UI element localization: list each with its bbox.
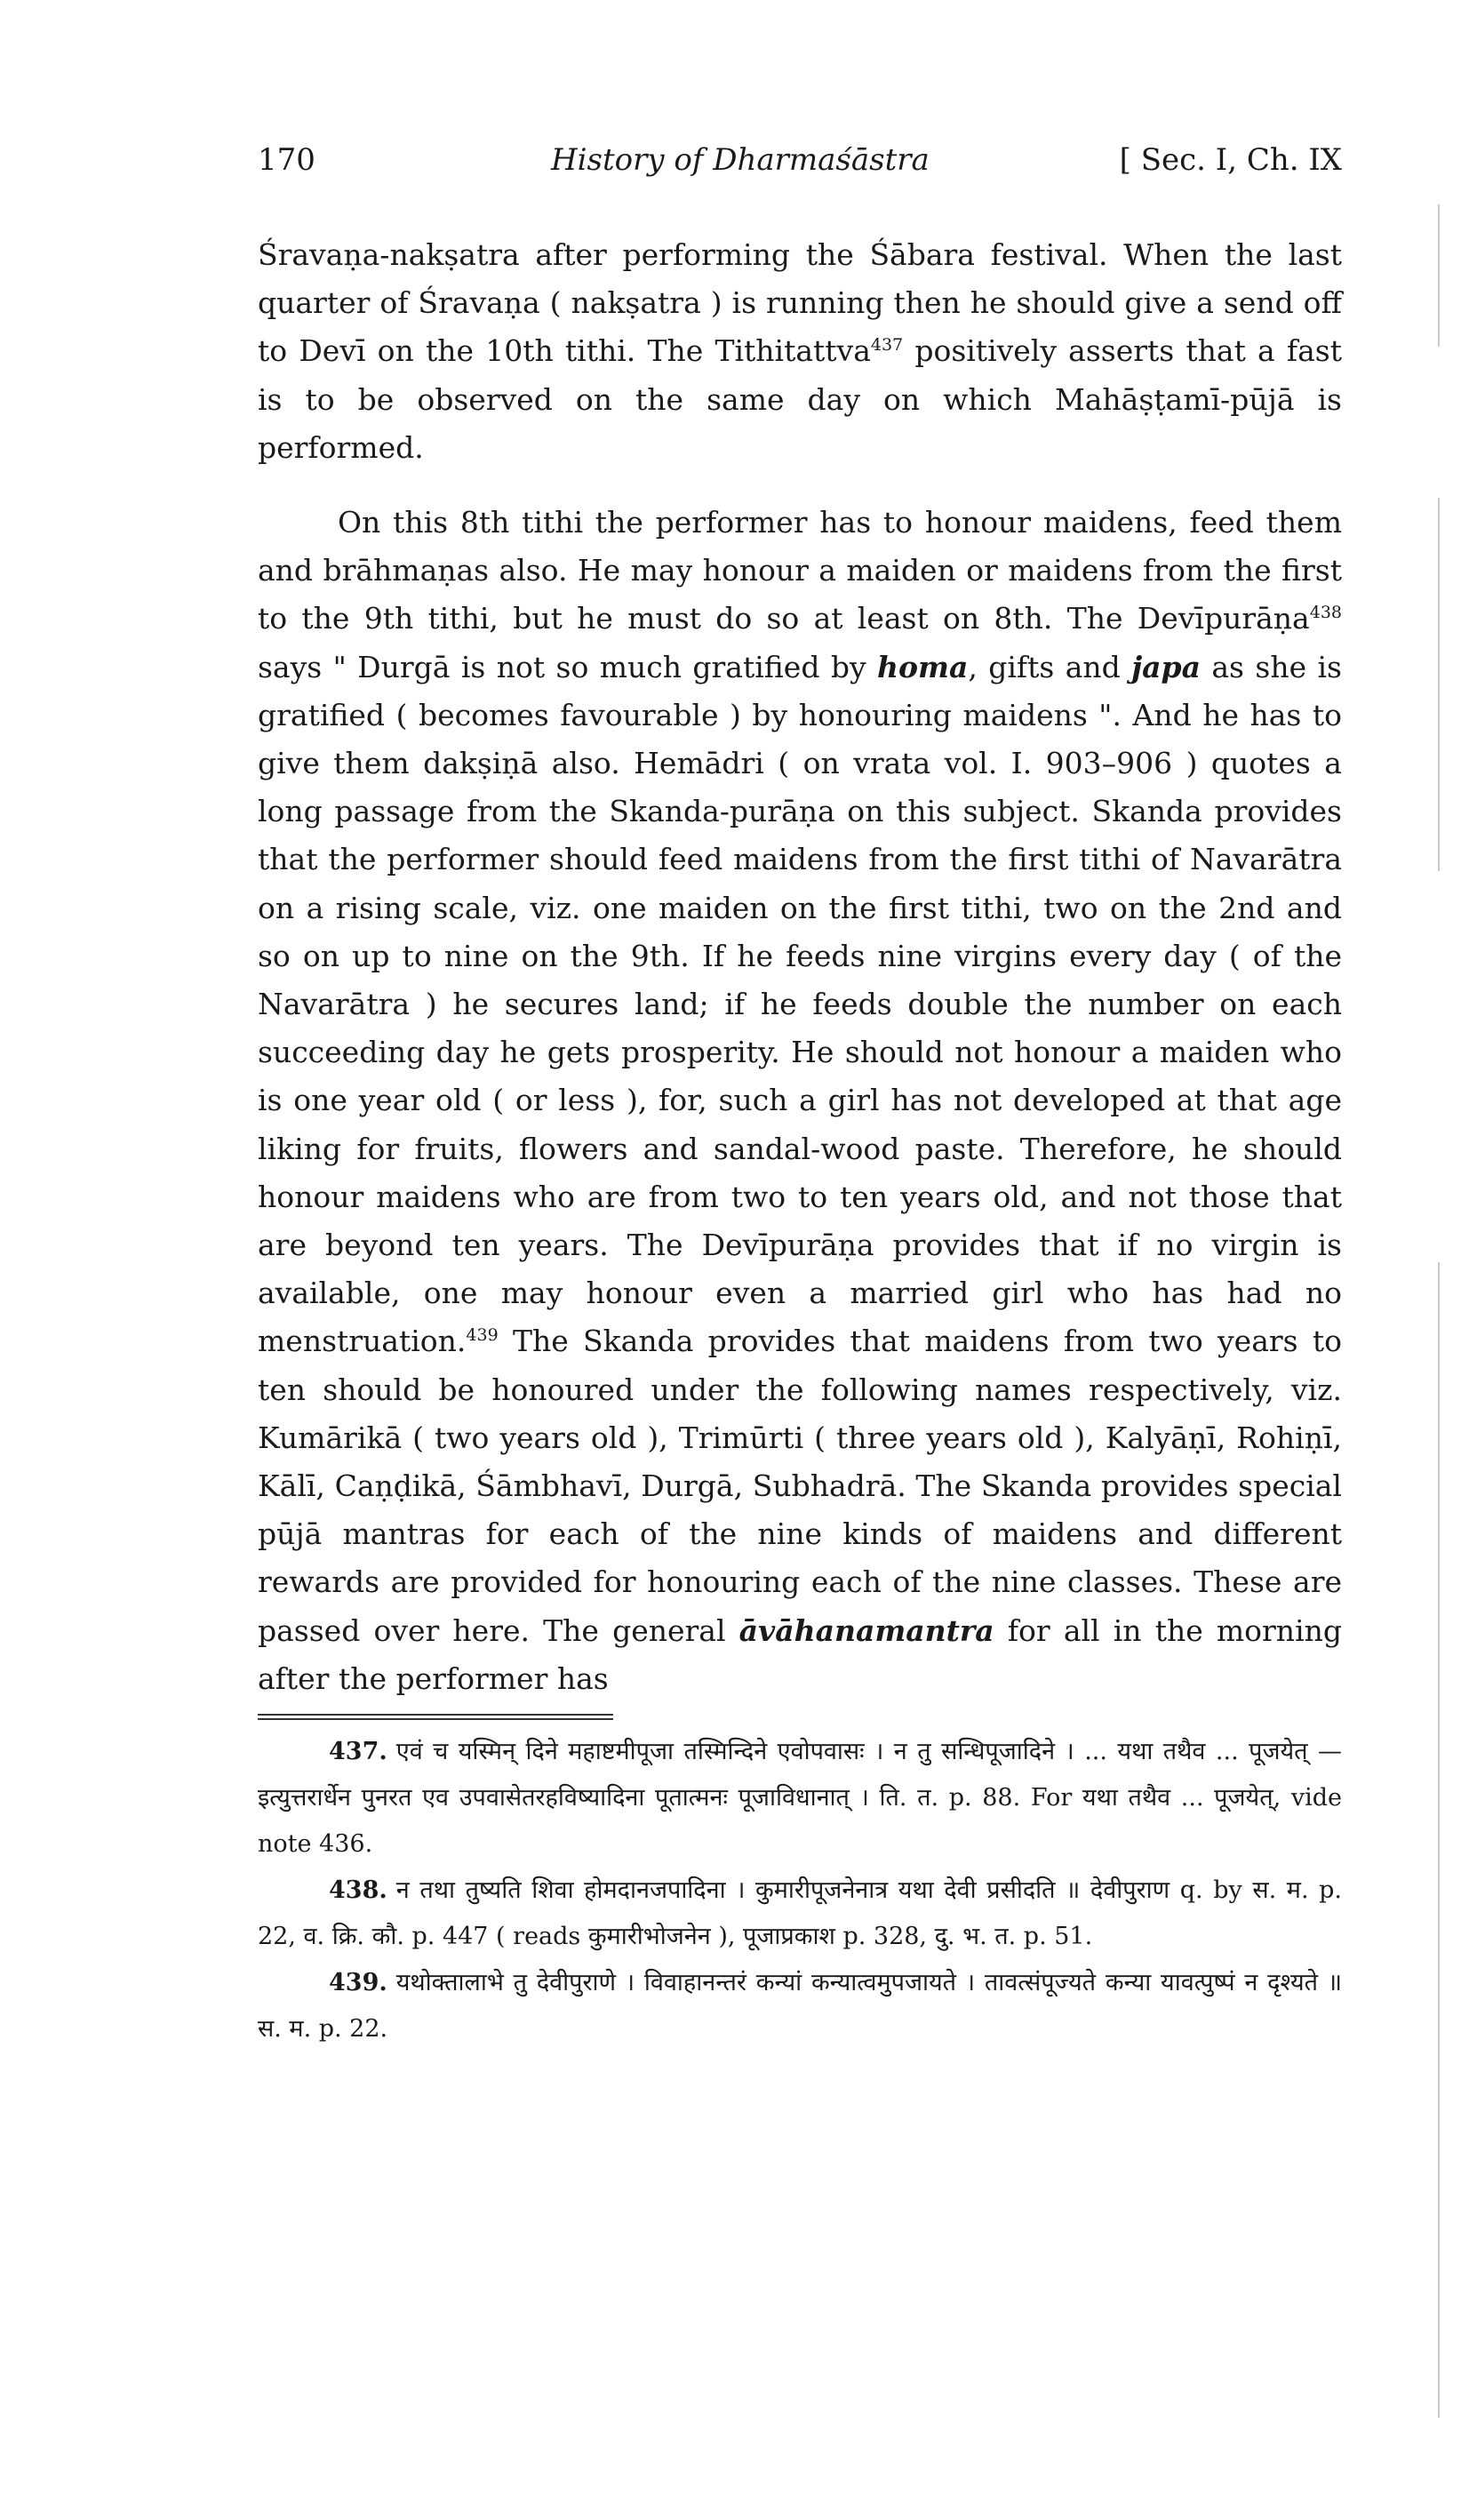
footnote-437 xyxy=(258,1729,1342,1868)
scan-margin-line-2 xyxy=(1438,498,1440,871)
paragraph-1-text-a: Śravaṇa-nakṣatra after performing the Śābara festival. When the last quarter of Śravaṇa ( nakṣatra ) is running then he should give a send off to Devī on the 10th tithi. The Tithitattva xyxy=(258,237,1342,369)
section-reference: [ Sec. I, Ch. IX xyxy=(1119,142,1342,178)
page-number: 170 xyxy=(258,142,315,178)
term-avahanamantra: āvāhanamantra xyxy=(738,1612,994,1648)
footnote-divider xyxy=(258,1714,613,1720)
paragraph-2-text-e: The Skanda provides that maidens from two years to ten should be honoured under the following names respectively, viz. Kumārikā ( two years old ), Trimūrti ( three years old ), Kalyāṇī, Rohiṇī, Kālī, Caṇḍikā, Śāmbhavī, Durgā, Subhadrā. The Skanda provides special pūjā mantras for each of the nine kinds of maidens and different rewards are provided for honouring each of the nine classes. These are passed over here. The general xyxy=(258,1324,1342,1648)
footnote-ref-438: 438 xyxy=(1309,603,1342,623)
footnote-439 xyxy=(258,1960,1342,2052)
scan-margin-line-3 xyxy=(1438,1262,1440,2418)
paragraph-2-text-d: as she is gratified ( becomes favourable ) by honouring maidens ". And he has to give them dakṣiṇā also. Hemādri ( on vrata vol. I. 903–906 ) quotes a long passage from the Skanda-purāṇa on this subject. Skanda provides that the performer should feed maidens from the first tithi of Navarātra on a rising scale, viz. one maiden on the first tithi, two on the 2nd and so on up to nine on the 9th. If he feeds nine virgins every day ( of the Navarātra ) he secures land; if he feeds double the number on each succeeding day he gets prosperity. He should not honour a maiden who is one year old ( or less ), for, such a girl has not developed at that age liking for fruits, flowers and sandal-wood paste. Therefore, he should honour maidens who are from two to ten years old, and not those that are beyond ten years. The Devīpurāṇa provides that if no virgin is available, one may honour even a married girl who has had no menstruation. xyxy=(258,649,1342,1359)
paragraph-2-text-f: for all in the morning after the performer has xyxy=(258,1612,1342,1696)
footnote-ref-439: 439 xyxy=(466,1325,499,1346)
footnote-438 xyxy=(258,1868,1342,1960)
footnote-number: 437. xyxy=(329,1738,387,1766)
paragraph-1-text-b: positively asserts that a fast is to be observed on the same day on which Mahāṣṭamī-pūjā is performed. xyxy=(258,333,1342,465)
footnote-text: न तथा तुष्यति शिवा होमदानजपादिना । कुमारीपूजनेनात्र यथा देवी प्रसीदति ॥ देवीपुराण q. by स. म. p. 22, व. क्रि. कौ. p. 447 ( reads कुमारीभोजनेन ), पूजाप्रकाश p. 328, दु. भ. त. p. 51. xyxy=(258,1876,1342,1951)
page-header xyxy=(258,142,1342,196)
footnote-number: 438. xyxy=(329,1876,387,1905)
paragraph-2 xyxy=(258,499,1342,1703)
footnotes xyxy=(258,1729,1342,2052)
paragraph-2-text-a: On this 8th tithi the performer has to honour maidens, feed them and brāhmaṇas also. He may honour a maiden or maidens from the first to the 9th tithi, but he must do so at least on 8th. The Devīpurāṇa xyxy=(258,505,1342,636)
footnote-number: 439. xyxy=(329,1969,387,1997)
paragraph-2-text-b: says " Durgā is not so much gratified by xyxy=(258,649,878,684)
book-page xyxy=(258,142,1342,2052)
term-japa: japa xyxy=(1131,649,1201,684)
paragraph-2-text-c: , gifts and xyxy=(968,649,1132,684)
footnote-text: एवं च यस्मिन् दिने महाष्टमीपूजा तस्मिन्दिने एवोपवासः । न तु सन्धिपूजादिने । ... यथा तथैव ... पूजयेत् — इत्युत्तरार्धेन पुनरत एव उपवासेतरहविष्यादिना पूतात्मनः पूजाविधानात् । ति. त. p. 88. For यथा तथैव ... पूजयेत्, vide note 436. xyxy=(258,1738,1342,1859)
paragraph-1 xyxy=(258,231,1342,472)
running-title: History of Dharmaśāstra xyxy=(551,142,930,178)
term-homa: homa xyxy=(877,649,969,684)
scan-margin-line-1 xyxy=(1438,204,1440,347)
footnote-text: यथोक्तालाभे तु देवीपुराणे । विवाहानन्तरं कन्यां कन्यात्वमुपजायते । तावत्संपूज्यते कन्या यावत्पुष्पं न दृश्यते ॥ स. म. p. 22. xyxy=(258,1969,1342,2044)
footnote-ref-437: 437 xyxy=(870,335,904,356)
